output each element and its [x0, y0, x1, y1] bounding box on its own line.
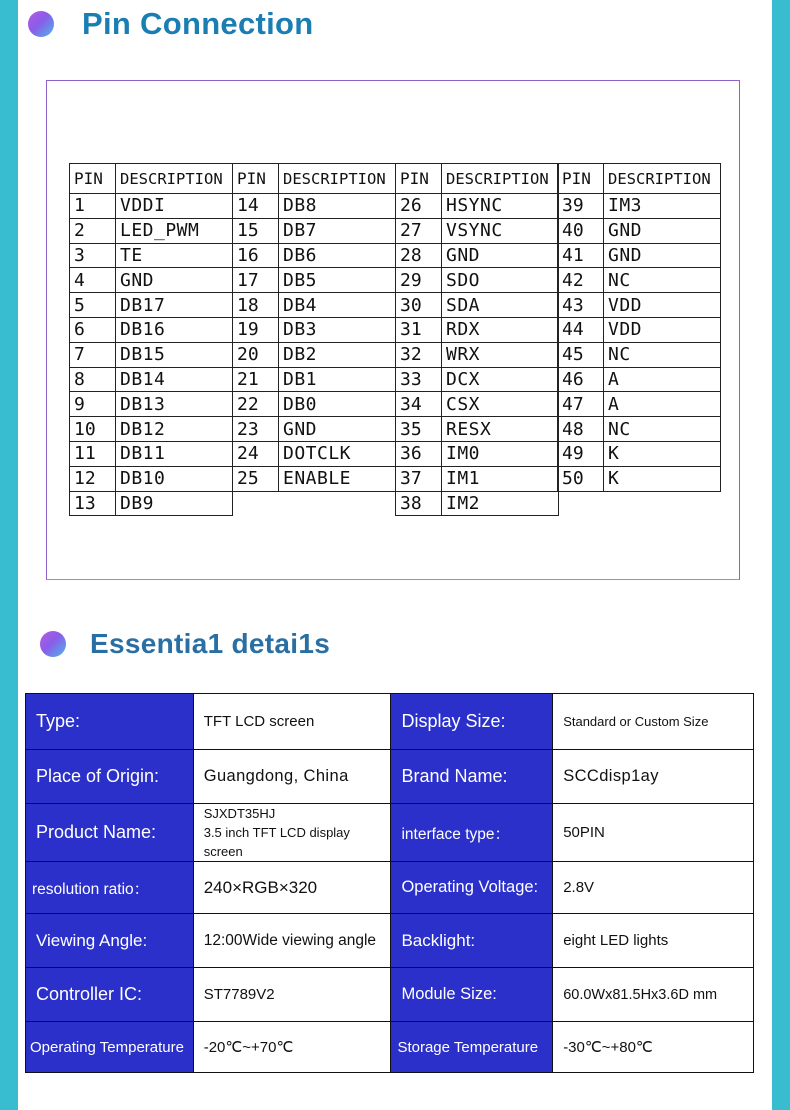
pin-row	[558, 417, 721, 442]
backlight-value: eight LED lights	[553, 914, 754, 968]
bullet-dot-icon	[28, 11, 54, 37]
storage-temperature-label: Storage Temperature	[391, 1022, 553, 1073]
pin-number: 4	[70, 268, 116, 293]
pin-number: 33	[396, 367, 442, 392]
pin-row	[396, 466, 559, 491]
pin-description: LED_PWM	[116, 218, 233, 243]
pin-row	[70, 268, 233, 293]
pin-number: 26	[396, 194, 442, 219]
pin-connection-title: Pin Connection	[82, 6, 314, 41]
pin-header: PIN	[233, 164, 279, 194]
pin-number: 41	[558, 243, 604, 268]
pin-table-header	[558, 164, 721, 194]
pin-number: 9	[70, 392, 116, 417]
pin-number: 37	[396, 466, 442, 491]
pin-description: GND	[604, 218, 721, 243]
pin-row	[558, 317, 721, 342]
pin-number: 20	[233, 342, 279, 367]
pin-description: DOTCLK	[279, 441, 396, 466]
pin-row	[558, 466, 721, 491]
pin-row	[70, 317, 233, 342]
pin-number: 24	[233, 441, 279, 466]
operating-voltage-label: Operating Voltage:	[391, 862, 553, 914]
controller-ic-label: Controller IC:	[26, 968, 194, 1022]
pin-row	[396, 293, 559, 318]
pin-row	[396, 218, 559, 243]
pin-description: IM0	[442, 441, 559, 466]
pin-row	[396, 367, 559, 392]
origin-value: Guangdong, China	[193, 750, 391, 804]
pin-number: 38	[396, 491, 442, 516]
module-size-label: Module Size:	[391, 968, 553, 1022]
pin-row	[558, 441, 721, 466]
operating-voltage-value: 2.8V	[553, 862, 754, 914]
pin-row	[558, 268, 721, 293]
product-model: SJXDT35HJ	[203, 806, 276, 821]
brand-value: SCCdisp1ay	[553, 750, 754, 804]
details-row	[26, 862, 754, 914]
pin-number: 39	[558, 194, 604, 219]
pin-description: GND	[442, 243, 559, 268]
pin-row	[396, 417, 559, 442]
pin-row	[396, 441, 559, 466]
pin-description: VSYNC	[442, 218, 559, 243]
pin-description: DB3	[279, 317, 396, 342]
pin-description: RDX	[442, 317, 559, 342]
pin-row	[396, 342, 559, 367]
pin-number: 49	[558, 441, 604, 466]
pin-description: VDD	[604, 293, 721, 318]
pin-description: DB8	[279, 194, 396, 219]
pin-row	[396, 317, 559, 342]
pin-number: 35	[396, 417, 442, 442]
interface-type-value: 50PIN	[553, 804, 754, 862]
pin-row	[70, 367, 233, 392]
pin-description: RESX	[442, 417, 559, 442]
pin-description: DB5	[279, 268, 396, 293]
pin-description: A	[604, 392, 721, 417]
pin-row	[70, 342, 233, 367]
pin-description: DB9	[116, 491, 233, 516]
pin-number: 22	[233, 392, 279, 417]
pin-table-header	[70, 164, 233, 194]
pin-description: SDO	[442, 268, 559, 293]
operating-temperature-label: Operating Temperature	[26, 1022, 194, 1073]
details-row	[26, 1022, 754, 1073]
pin-description: K	[604, 466, 721, 491]
pin-number: 5	[70, 293, 116, 318]
pin-header: PIN	[70, 164, 116, 194]
pin-number: 43	[558, 293, 604, 318]
pin-table-column-3	[395, 163, 559, 516]
pin-number: 12	[70, 466, 116, 491]
storage-temperature-value: -30℃~+80℃	[553, 1022, 754, 1073]
pin-description: SDA	[442, 293, 559, 318]
viewing-angle-value: 12:00Wide viewing angle	[193, 914, 391, 968]
pin-number: 30	[396, 293, 442, 318]
pin-description: IM3	[604, 194, 721, 219]
pin-number: 34	[396, 392, 442, 417]
controller-ic-value: ST7789V2	[193, 968, 391, 1022]
bullet-dot-icon	[40, 631, 66, 657]
pin-description: DB10	[116, 466, 233, 491]
operating-temperature-value: -20℃~+70℃	[193, 1022, 391, 1073]
essential-details-heading	[40, 628, 330, 660]
pin-description: DB2	[279, 342, 396, 367]
pin-row	[233, 317, 396, 342]
pin-number: 46	[558, 367, 604, 392]
pin-number: 13	[70, 491, 116, 516]
pin-number: 31	[396, 317, 442, 342]
left-edge-stripe	[0, 0, 18, 1110]
display-size-label: Display Size:	[391, 694, 553, 750]
pin-number: 27	[396, 218, 442, 243]
pin-row	[233, 293, 396, 318]
pin-number: 8	[70, 367, 116, 392]
pin-description: GND	[116, 268, 233, 293]
pin-row	[233, 218, 396, 243]
pin-row	[396, 392, 559, 417]
pin-description: GND	[604, 243, 721, 268]
pin-row	[396, 194, 559, 219]
essential-details-title: Essentia1 detai1s	[90, 628, 331, 659]
pin-row	[396, 243, 559, 268]
description-header: DESCRIPTION	[116, 164, 233, 194]
pin-row	[558, 392, 721, 417]
viewing-angle-label: Viewing Angle:	[26, 914, 194, 968]
pin-description: DB7	[279, 218, 396, 243]
pin-table-column-4	[557, 163, 721, 492]
pin-number: 28	[396, 243, 442, 268]
pin-number: 7	[70, 342, 116, 367]
pin-description: TE	[116, 243, 233, 268]
type-value: TFT LCD screen	[193, 694, 391, 750]
pin-row	[233, 243, 396, 268]
pin-row	[558, 293, 721, 318]
pin-row	[233, 417, 396, 442]
pin-number: 45	[558, 342, 604, 367]
pin-number: 19	[233, 317, 279, 342]
product-name-label: Product Name:	[26, 804, 194, 862]
pin-number: 32	[396, 342, 442, 367]
pin-description: IM1	[442, 466, 559, 491]
details-row	[26, 694, 754, 750]
pin-number: 23	[233, 417, 279, 442]
resolution-label: resolution ratio：	[26, 862, 194, 914]
pin-row	[233, 268, 396, 293]
pin-table-frame	[46, 80, 740, 580]
pin-description: VDDI	[116, 194, 233, 219]
pin-description: IM2	[442, 491, 559, 516]
pin-row	[233, 194, 396, 219]
essential-details-table	[25, 693, 754, 1073]
pin-header: PIN	[396, 164, 442, 194]
pin-row	[396, 268, 559, 293]
pin-row	[558, 194, 721, 219]
pin-table-header	[396, 164, 559, 194]
details-row	[26, 750, 754, 804]
pin-row	[233, 367, 396, 392]
details-row	[26, 914, 754, 968]
pin-description: DB12	[116, 417, 233, 442]
pin-number: 18	[233, 293, 279, 318]
pin-number: 40	[558, 218, 604, 243]
pin-description: DB6	[279, 243, 396, 268]
pin-description: K	[604, 441, 721, 466]
pin-number: 21	[233, 367, 279, 392]
pin-number: 42	[558, 268, 604, 293]
pin-number: 47	[558, 392, 604, 417]
product-name-value	[193, 804, 391, 862]
pin-description: DB13	[116, 392, 233, 417]
pin-number: 25	[233, 466, 279, 491]
pin-row	[396, 491, 559, 516]
pin-number: 17	[233, 268, 279, 293]
pin-description: DB4	[279, 293, 396, 318]
pin-row	[558, 367, 721, 392]
pin-number: 1	[70, 194, 116, 219]
pin-description: DB17	[116, 293, 233, 318]
pin-description: NC	[604, 417, 721, 442]
pin-description: CSX	[442, 392, 559, 417]
pin-row	[233, 342, 396, 367]
origin-label: Place of Origin:	[26, 750, 194, 804]
type-label: Type:	[26, 694, 194, 750]
pin-row	[70, 441, 233, 466]
pin-row	[70, 417, 233, 442]
pin-header: PIN	[558, 164, 604, 194]
pin-row	[558, 342, 721, 367]
pin-description: WRX	[442, 342, 559, 367]
pin-description: DB15	[116, 342, 233, 367]
pin-number: 29	[396, 268, 442, 293]
pin-description: DB16	[116, 317, 233, 342]
details-row	[26, 968, 754, 1022]
pin-number: 16	[233, 243, 279, 268]
pin-number: 48	[558, 417, 604, 442]
pin-row	[70, 392, 233, 417]
pin-number: 44	[558, 317, 604, 342]
pin-row	[70, 466, 233, 491]
pin-row	[558, 218, 721, 243]
pin-description: DB14	[116, 367, 233, 392]
pin-number: 11	[70, 441, 116, 466]
pin-row	[233, 466, 396, 491]
pin-row	[70, 243, 233, 268]
pin-description: ENABLE	[279, 466, 396, 491]
pin-row	[70, 218, 233, 243]
pin-table-header	[233, 164, 396, 194]
pin-table-column-1	[69, 163, 233, 516]
pin-description: A	[604, 367, 721, 392]
pin-number: 14	[233, 194, 279, 219]
description-header: DESCRIPTION	[604, 164, 721, 194]
pin-description: DCX	[442, 367, 559, 392]
pin-description: DB0	[279, 392, 396, 417]
pin-description: NC	[604, 342, 721, 367]
pin-row	[70, 491, 233, 516]
pin-row	[233, 392, 396, 417]
right-edge-stripe	[772, 0, 790, 1110]
description-header: DESCRIPTION	[279, 164, 396, 194]
pin-description: DB1	[279, 367, 396, 392]
pin-table-column-2	[232, 163, 396, 492]
interface-type-label: interface type：	[391, 804, 553, 862]
pin-number: 3	[70, 243, 116, 268]
description-header: DESCRIPTION	[442, 164, 559, 194]
pin-row	[558, 243, 721, 268]
pin-number: 36	[396, 441, 442, 466]
brand-label: Brand Name:	[391, 750, 553, 804]
pin-number: 15	[233, 218, 279, 243]
pin-description: VDD	[604, 317, 721, 342]
pin-row	[233, 441, 396, 466]
details-row	[26, 804, 754, 862]
pin-description: NC	[604, 268, 721, 293]
pin-number: 2	[70, 218, 116, 243]
pin-row	[70, 194, 233, 219]
pin-description: GND	[279, 417, 396, 442]
backlight-label: Backlight:	[391, 914, 553, 968]
pin-number: 6	[70, 317, 116, 342]
product-description: 3.5 inch TFT LCD display screen	[203, 825, 350, 859]
pin-row	[70, 293, 233, 318]
pin-description: DB11	[116, 441, 233, 466]
module-size-value: 60.0Wx81.5Hx3.6D mm	[553, 968, 754, 1022]
pin-description: HSYNC	[442, 194, 559, 219]
pin-number: 50	[558, 466, 604, 491]
pin-number: 10	[70, 417, 116, 442]
pin-connection-heading	[28, 6, 314, 42]
resolution-value: 240×RGB×320	[193, 862, 391, 914]
display-size-value: Standard or Custom Size	[553, 694, 754, 750]
